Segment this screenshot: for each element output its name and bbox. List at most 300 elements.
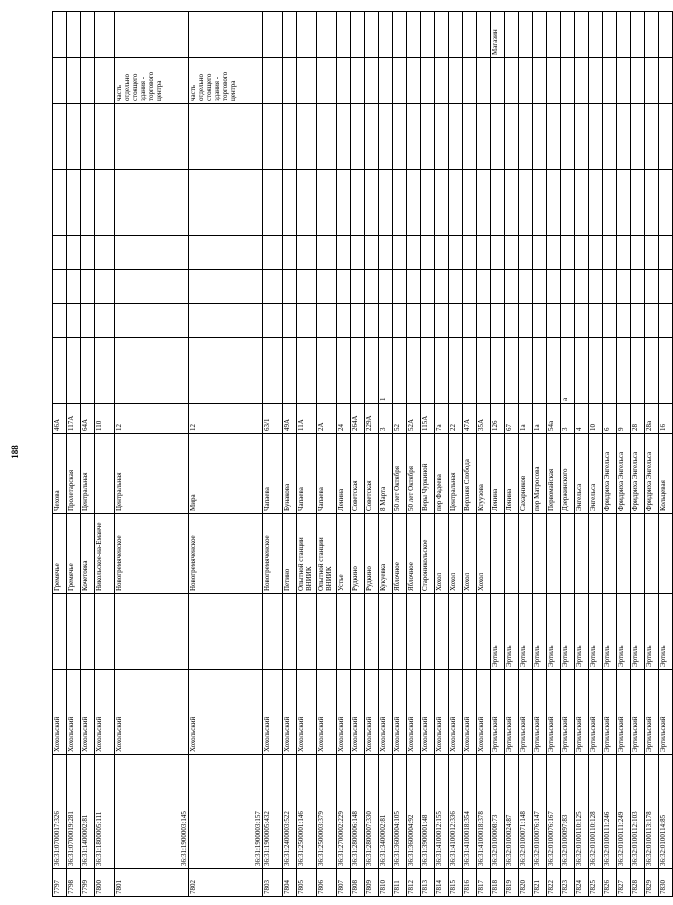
cell-note [617,12,631,58]
cell-street: пер Матросова [533,434,547,514]
table-row [393,12,407,897]
cell-street: Центральная [115,434,189,514]
cell-house: 64А [81,404,95,434]
cell-cadastral-number: 36:32:0100024:87 [505,755,519,869]
cell-town: Эртиль [659,594,673,670]
cell-building [263,338,283,404]
cell-empty [505,270,519,304]
cell-empty [337,270,351,304]
cell-cadastral-number: 36:32:0100097:83 [561,755,575,869]
cell-settlement [603,514,617,594]
cell-town: Эртиль [505,594,519,670]
cell-empty [115,304,189,338]
cell-empty [67,104,81,170]
cell-object-type [317,58,337,104]
cell-note [81,12,95,58]
cell-empty [95,170,115,236]
cell-street: Чапаева [317,434,337,514]
cell-settlement: Рудкино [351,514,365,594]
cell-building [645,338,659,404]
cell-row-number: 7813 [421,869,435,897]
cell-empty [575,104,589,170]
cell-district: Хохольский [351,670,365,755]
cell-district: Эртильский [519,670,533,755]
cell-empty [617,304,631,338]
cell-house: 28 [631,404,645,434]
cell-empty [533,270,547,304]
cell-building [81,338,95,404]
cell-building [351,338,365,404]
cell-row-number: 7821 [533,869,547,897]
cell-empty [283,270,297,304]
cell-building [449,338,463,404]
cell-empty [519,236,533,270]
cell-empty [491,270,505,304]
cell-settlement: Яблочное [393,514,407,594]
cell-street: Кольцевая [659,434,673,514]
cell-object-type [421,58,435,104]
cell-town: Эртиль [631,594,645,670]
cell-street: Чапаева [263,434,283,514]
cell-house: 63/1 [263,404,283,434]
cell-street: Сахарников [519,434,533,514]
cell-empty [561,170,575,236]
cell-empty [393,270,407,304]
cell-empty [603,104,617,170]
cell-empty [317,270,337,304]
cell-cadastral-number: 36:31:1400002:81 [81,755,95,869]
cell-note [67,12,81,58]
cell-row-number: 7824 [575,869,589,897]
cell-district: Эртильский [659,670,673,755]
cell-object-type [631,58,645,104]
cell-building [53,338,67,404]
cell-settlement [519,514,533,594]
cell-cadastral-number: 36:32:0100113:178 [645,755,659,869]
cell-town [115,594,189,670]
cell-empty [589,170,603,236]
cell-note [645,12,659,58]
cell-empty [505,304,519,338]
cell-empty [317,104,337,170]
table-row [81,12,95,897]
cell-town: Эртиль [575,594,589,670]
cell-empty [603,270,617,304]
cell-empty [81,236,95,270]
cell-empty [589,104,603,170]
cell-empty [407,104,421,170]
cell-row-number: 7800 [95,869,115,897]
cell-empty [519,270,533,304]
cell-cadastral-number: 36:31:1900003:157 [189,755,263,869]
cell-town [421,594,435,670]
cell-note [317,12,337,58]
cell-house: 1а [533,404,547,434]
cell-street: Ленина [337,434,351,514]
cell-district: Хохольский [435,670,449,755]
cell-empty [297,304,317,338]
cell-empty [407,304,421,338]
cell-cadastral-number: 36:31:4100018:378 [477,755,491,869]
table-row [645,12,659,897]
cell-empty [645,304,659,338]
cell-object-type [519,58,533,104]
table-row [53,12,67,897]
cell-street: Советская [351,434,365,514]
cell-empty [491,304,505,338]
cell-empty [575,170,589,236]
cell-empty [519,304,533,338]
cell-settlement [505,514,519,594]
cell-town: Эртиль [617,594,631,670]
cell-empty [393,304,407,338]
cell-note [589,12,603,58]
table-row [317,12,337,897]
cell-empty [337,304,351,338]
cell-note [659,12,673,58]
cell-settlement: Гремячье [67,514,81,594]
table-row [67,12,81,897]
cell-object-type [659,58,673,104]
cell-empty [533,104,547,170]
cell-house: 49А [283,404,297,434]
cell-street: Ктуузова [477,434,491,514]
cell-row-number: 7815 [449,869,463,897]
cell-settlement: Новогремяченское [263,514,283,594]
cell-cadastral-number: 36:31:1900005:432 [263,755,283,869]
cell-row-number: 7819 [505,869,519,897]
cell-empty [67,236,81,270]
cell-object-type [53,58,67,104]
cell-row-number: 7797 [53,869,67,897]
cell-empty [53,170,67,236]
registry-table [52,11,673,897]
cell-note [407,12,421,58]
cell-building [617,338,631,404]
cell-note [547,12,561,58]
cell-settlement: Хохол [477,514,491,594]
cell-empty [263,236,283,270]
cell-object-type [365,58,379,104]
cell-house: 4 [575,404,589,434]
cell-object-type [477,58,491,104]
cell-cadastral-number: 36:31:2700002:229 [337,755,351,869]
cell-empty [379,104,393,170]
cell-empty [365,304,379,338]
cell-building [393,338,407,404]
cell-building [533,338,547,404]
cell-district: Эртильский [617,670,631,755]
cell-note [603,12,617,58]
cell-street: Фридриха Энгельса [645,434,659,514]
cell-object-type [561,58,575,104]
cell-note [421,12,435,58]
cell-house: 117А [67,404,81,434]
cell-row-number: 7827 [617,869,631,897]
cell-note [379,12,393,58]
cell-building [407,338,421,404]
cell-empty [115,236,189,270]
cell-empty [421,104,435,170]
cell-building [659,338,673,404]
cell-district: Эртильский [631,670,645,755]
cell-row-number: 7823 [561,869,575,897]
cell-empty [283,104,297,170]
cell-town [477,594,491,670]
cell-street: Веры Чуркиной [421,434,435,514]
cell-object-type [379,58,393,104]
cell-settlement [631,514,645,594]
cell-settlement [491,514,505,594]
cell-note [505,12,519,58]
cell-empty [95,270,115,304]
cell-object-type [645,58,659,104]
cell-house: 47А [463,404,477,434]
cell-object-type [95,58,115,104]
cell-town [263,594,283,670]
cell-empty [449,270,463,304]
cell-district: Хохольский [81,670,95,755]
cell-empty [189,236,263,270]
cell-district: Эртильский [547,670,561,755]
cell-empty [317,236,337,270]
table-row [477,12,491,897]
cell-note [283,12,297,58]
cell-row-number: 7799 [81,869,95,897]
cell-empty [351,170,365,236]
cell-town: Эртиль [533,594,547,670]
cell-town: Эртиль [603,594,617,670]
cell-empty [505,236,519,270]
cell-town: Эртиль [561,594,575,670]
cell-street [95,434,115,514]
table-row [365,12,379,897]
cell-building [631,338,645,404]
table-row [421,12,435,897]
cell-town [283,594,297,670]
cell-street: Фридриха Энгельса [631,434,645,514]
cell-town [337,594,351,670]
cell-building [463,338,477,404]
table-row [603,12,617,897]
cell-district: Хохольский [317,670,337,755]
cell-settlement [533,514,547,594]
cell-street: Центральная [81,434,95,514]
cell-empty [263,270,283,304]
cell-empty [189,304,263,338]
cell-street: Центральная [449,434,463,514]
cell-settlement: Рудкино [365,514,379,594]
cell-note [519,12,533,58]
cell-empty [659,304,673,338]
table-row [589,12,603,897]
cell-empty [659,236,673,270]
cell-empty [547,170,561,236]
table-row [189,12,263,897]
cell-empty [81,170,95,236]
cell-street: Фридриха Энгельса [617,434,631,514]
cell-empty [589,270,603,304]
cell-town [393,594,407,670]
cell-settlement: Хохол [449,514,463,594]
table-row [263,12,283,897]
cell-note [365,12,379,58]
cell-empty [337,104,351,170]
cell-district: Эртильский [575,670,589,755]
cell-row-number: 7808 [351,869,365,897]
cell-district: Эртильский [505,670,519,755]
cell-building [435,338,449,404]
cell-row-number: 7829 [645,869,659,897]
cell-house: 3 [561,404,575,434]
cell-note [53,12,67,58]
cell-note [631,12,645,58]
table-row [297,12,317,897]
table-row [283,12,297,897]
cell-cadastral-number: 36:31:2500001:146 [297,755,317,869]
cell-empty [477,304,491,338]
cell-cadastral-number: 36:32:0100008:73 [491,755,505,869]
cell-empty [67,304,81,338]
cell-cadastral-number: 36:31:2500003:379 [317,755,337,869]
cell-cadastral-number: 36:32:0100111:246 [603,755,617,869]
cell-empty [547,304,561,338]
cell-house: 67 [505,404,519,434]
cell-row-number: 7830 [659,869,673,897]
cell-note [449,12,463,58]
cell-empty [297,270,317,304]
cell-object-type: часть отдельно стоящего здания - торгового центра [115,58,189,104]
cell-town [379,594,393,670]
table-row [95,12,115,897]
cell-cadastral-number: 36:31:0700019:281 [67,755,81,869]
cell-empty [519,170,533,236]
cell-street: Ленина [505,434,519,514]
cell-house: 10 [589,404,603,434]
cell-house: 28а [645,404,659,434]
page-number: 188 [10,445,20,459]
cell-building [505,338,519,404]
cell-settlement [645,514,659,594]
cell-row-number: 7806 [317,869,337,897]
cell-empty [463,304,477,338]
cell-empty [449,304,463,338]
cell-empty [449,104,463,170]
cell-settlement [561,514,575,594]
cell-empty [491,170,505,236]
cell-cadastral-number: 36:32:0100111:249 [617,755,631,869]
cell-empty [365,104,379,170]
cell-settlement: Никольское-на-Еманче [95,514,115,594]
cell-building [575,338,589,404]
cell-row-number: 7825 [589,869,603,897]
cell-empty [491,104,505,170]
cell-empty [631,236,645,270]
cell-row-number: 7817 [477,869,491,897]
cell-empty [617,270,631,304]
cell-house: 46А [53,404,67,434]
cell-house: 16 [659,404,673,434]
cell-empty [337,236,351,270]
cell-object-type [533,58,547,104]
cell-empty [435,304,449,338]
cell-empty [617,104,631,170]
cell-building [95,338,115,404]
cell-house: 52А [407,404,421,434]
cell-object-type [407,58,421,104]
cell-empty [477,270,491,304]
cell-empty [631,270,645,304]
cell-house: 35А [477,404,491,434]
cell-note [189,12,263,58]
cell-house: 6 [603,404,617,434]
cell-empty [95,104,115,170]
cell-district: Эртильский [603,670,617,755]
cell-cadastral-number: 36:31:3900001:48 [421,755,435,869]
cell-empty [297,170,317,236]
cell-note [337,12,351,58]
cell-note [533,12,547,58]
cell-object-type [351,58,365,104]
cell-row-number: 7798 [67,869,81,897]
cell-empty [421,236,435,270]
cell-empty [575,236,589,270]
cell-row-number: 7803 [263,869,283,897]
cell-settlement: Кочетовка [81,514,95,594]
cell-empty [631,304,645,338]
cell-district: Хохольский [463,670,477,755]
cell-note [351,12,365,58]
cell-settlement: Кукуевка [379,514,393,594]
cell-house: 54а [547,404,561,434]
cell-town [53,594,67,670]
cell-town [407,594,421,670]
cell-settlement: Опытной станции ВНИИК [317,514,337,594]
cell-town [435,594,449,670]
cell-note [297,12,317,58]
cell-object-type [393,58,407,104]
cell-street: Энгельса [589,434,603,514]
cell-empty [575,304,589,338]
cell-cadastral-number: 36:32:0100071:148 [519,755,533,869]
cell-empty [407,270,421,304]
cell-empty [659,104,673,170]
cell-house: 264А [351,404,365,434]
cell-district: Хохольский [189,670,263,755]
cell-empty [533,304,547,338]
cell-row-number: 7802 [189,869,263,897]
cell-street: Чехова [53,434,67,514]
cell-empty [603,304,617,338]
cell-empty [533,170,547,236]
cell-empty [463,236,477,270]
cell-building [491,338,505,404]
cell-row-number: 7818 [491,869,505,897]
cell-object-type [589,58,603,104]
cell-empty [505,170,519,236]
cell-district: Эртильский [645,670,659,755]
table-row [351,12,365,897]
cell-empty [351,304,365,338]
cell-object-type [435,58,449,104]
cell-empty [659,170,673,236]
cell-town [297,594,317,670]
cell-note: Магазин [491,12,505,58]
cell-empty [379,304,393,338]
cell-settlement: Новогремяченское [115,514,189,594]
cell-empty [365,236,379,270]
table-row [463,12,477,897]
